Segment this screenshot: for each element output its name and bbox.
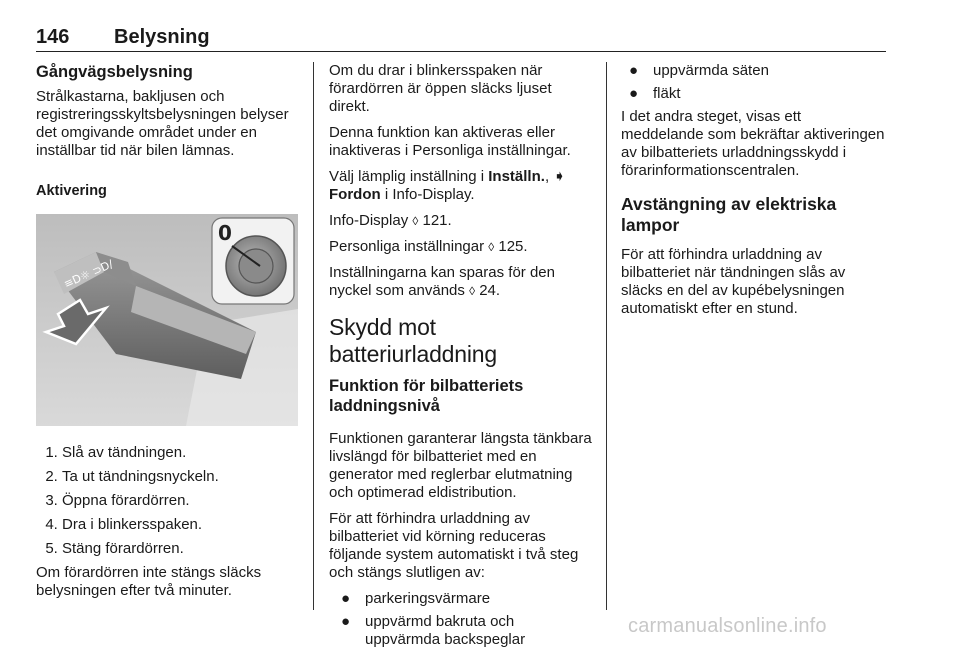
step-5: 5. Stäng förardörren. (62, 540, 300, 557)
column-divider-2 (606, 62, 607, 610)
header-rule (36, 51, 886, 52)
settings-post: i Info-Display. (380, 186, 475, 203)
list-item (341, 590, 593, 608)
paragraph-function: Funktionen garanterar längsta tänkbara livslängd för bilbatteriet med en generator med reglerbar elutmatning och optimerad eldistribution. (329, 430, 592, 501)
paragraph-key-save (329, 264, 593, 300)
left-column (36, 62, 300, 608)
step-1: 1. Slå av tändningen. (62, 444, 300, 461)
bullet-icon: ● (629, 85, 639, 102)
stalk-illustration-svg (36, 214, 298, 426)
bullet-icon: ● (629, 62, 639, 79)
outro-paragraph: Om förardörren inte stängs släcks belysningen efter två minuter. (36, 564, 262, 599)
arrow-icon: ➧ (553, 168, 566, 185)
reduced-systems-list-cont (621, 62, 887, 103)
page-ref-icon: ◊ (488, 240, 495, 254)
page-ref-icon: ◊ (412, 214, 419, 228)
paragraph-reduce: För att förhindra urladdning av bilbatteriet vid körning reduceras följande system automatiskt i två steg och stängs slutligen av: (329, 510, 579, 581)
watermark: carmanualsonline.info (628, 615, 827, 637)
page-header (36, 26, 886, 50)
list-item (629, 62, 887, 80)
settings-sep: , (544, 168, 554, 185)
paragraph-door-open: Om du drar i blinkersspaken när förardörren är öppen släcks ljuset direkt. (329, 62, 552, 115)
paragraph-settings (329, 168, 593, 204)
ref-1-text: Info-Display (329, 212, 409, 229)
page-number: 146 (36, 26, 70, 48)
section-title-gangvag: Gångvägsbelysning (36, 63, 193, 81)
step-4: 4. Dra i blinkersspaken. (62, 516, 300, 533)
key-save-text: Inställningarna kan sparas för den nyckel som används (329, 264, 555, 299)
paragraph-second-step: I det andra steget, visas ett meddelande som bekräftar aktiveringen av bilbatteriets urladdningsskydd i förarinformationscentralen. (621, 108, 885, 179)
paragraph-toggle: Denna funktion kan aktiveras eller inaktiveras i Personliga inställningar. (329, 124, 571, 159)
ref-1-page: 121. (422, 212, 452, 229)
bullet-icon: ● (341, 613, 351, 630)
page-ref-icon: ◊ (469, 284, 476, 298)
key-save-page: 24. (479, 282, 501, 299)
list-item-text: uppvärmda säten (653, 62, 769, 79)
activation-steps (36, 444, 300, 557)
list-item (341, 613, 593, 649)
step-2: 2. Ta ut tändningsnyckeln. (62, 468, 300, 485)
vehicle-menu-label: Fordon (329, 186, 381, 203)
stalk-illustration (36, 214, 298, 426)
bullet-icon: ● (341, 590, 351, 607)
reduced-systems-list (329, 590, 593, 649)
paragraph-lamps-off: För att förhindra urladdning av bilbatteriet när tändningen slås av släcks en del av kupébelysningen automatiskt efter en stund. (621, 246, 846, 317)
step-3: 3. Öppna förardörren. (62, 492, 300, 509)
subtitle-battery-level: Funktion för bilbatteriets laddningsnivå (329, 377, 524, 415)
list-item (629, 85, 887, 103)
middle-column (329, 62, 593, 654)
list-item-text: fläkt (653, 85, 681, 102)
intro-paragraph: Strålkastarna, bakljusen och registreringsskyltsbelysningen belyser det omgivande området under en inställbar tid när bilen lämnas. (36, 88, 289, 159)
ref-2-page: 125. (498, 238, 528, 255)
ref-personal-settings (329, 238, 593, 256)
list-item-text: uppvärmd bakruta och uppvärmda backspeglar (365, 613, 526, 648)
settings-pre: Välj lämplig inställning i (329, 168, 489, 185)
ring-label-zero: 0 (218, 221, 232, 245)
column-divider-1 (313, 62, 314, 610)
ref-2-text: Personliga inställningar (329, 238, 485, 255)
section-title-battery: Skydd mot batteriurladdning (329, 314, 497, 367)
ref-info-display (329, 212, 593, 230)
list-item-text: parkeringsvärmare (365, 590, 491, 607)
subtitle-aktivering: Aktivering (36, 183, 107, 199)
section-title-lamps-off: Avstängning av elektriska lampor (621, 194, 837, 235)
stalk-symbols-1: ≡D☼ ⊃D/ (61, 257, 116, 291)
chapter-title: Belysning (114, 26, 210, 48)
settings-menu-label: Inställn. (488, 168, 545, 185)
right-column (621, 62, 887, 326)
